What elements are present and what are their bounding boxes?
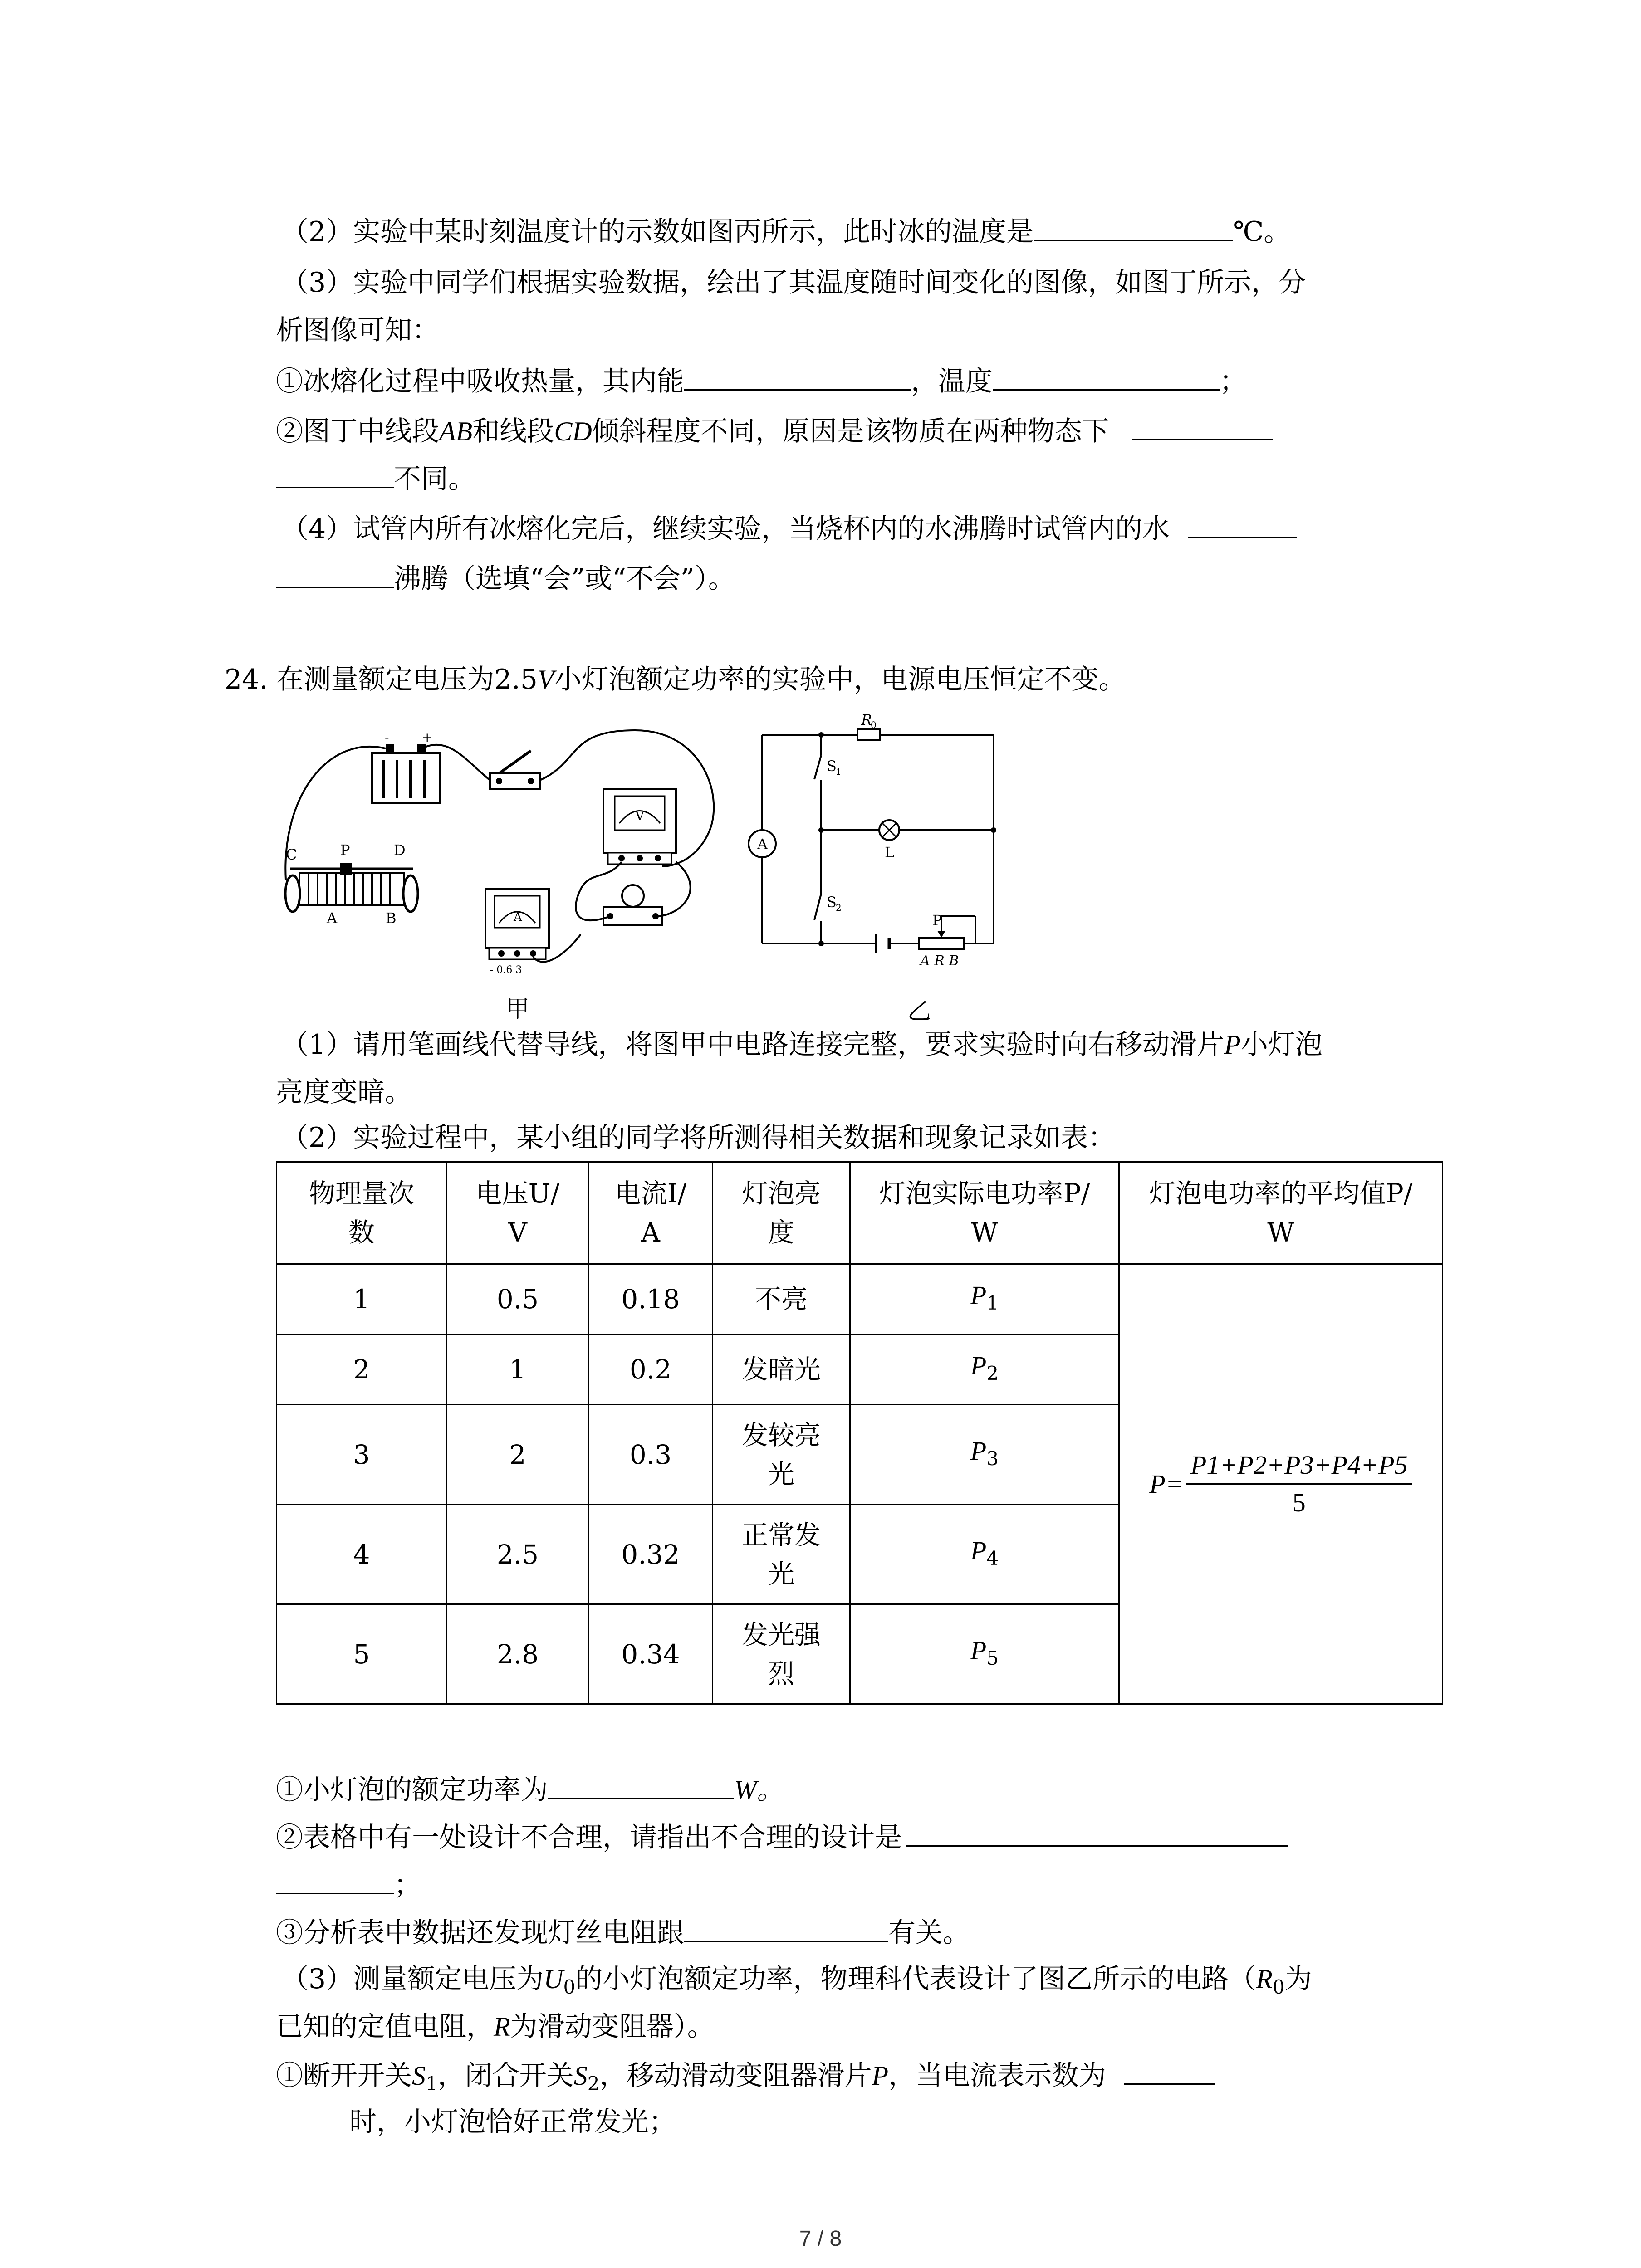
resistor-r0-icon: [857, 729, 880, 740]
ammeter-scale-label: - 0.6 3: [490, 964, 522, 976]
q24-part3-line1: （3）测量额定电压为$U_0$的小灯泡额定功率，物理科代表设计了图乙所示的电路（$R_0$为: [281, 1963, 1312, 1998]
circuit-figure-jia: [272, 717, 762, 1012]
average-power-cell: [1119, 1264, 1443, 1704]
table-cell: 发光强 烈: [713, 1604, 850, 1704]
answer-blank[interactable]: [276, 1867, 394, 1894]
table-header-cell: 灯泡电功率的平均值P/ W: [1119, 1162, 1443, 1264]
answer-blank[interactable]: [1188, 510, 1297, 538]
average-formula-lhs: P=: [1149, 1469, 1183, 1499]
answer-blank[interactable]: [906, 1819, 1288, 1847]
rheostat-terminal-c: C: [286, 846, 297, 863]
table-cell: $P_5$: [850, 1604, 1119, 1704]
average-formula-numerator: P1+P2+P3+P4+P5: [1186, 1447, 1412, 1485]
switch-s2-icon: [814, 894, 821, 920]
ammeter-icon: [485, 889, 549, 959]
table-cell: 发暗光: [713, 1334, 850, 1405]
answer-blank[interactable]: [684, 1914, 888, 1942]
table-cell: 2: [447, 1405, 589, 1505]
voltmeter-label: V: [635, 808, 645, 823]
answer-blank[interactable]: [276, 460, 394, 488]
battery-symbol-icon: [876, 934, 889, 953]
table-cell: $P_3$: [850, 1405, 1119, 1505]
q24-part3-step1-cont: 时，小灯泡恰好正常发光；: [349, 2106, 676, 2138]
lamp-symbol-label: L: [885, 844, 895, 861]
q23-part3-item2-cont: 不同。: [276, 460, 475, 496]
r0-subscript: 0: [871, 719, 877, 730]
rheostat-icon: [285, 863, 418, 912]
table-cell: 0.32: [589, 1505, 713, 1604]
q23-part4: （4）试管内所有冰熔化完后，继续实验，当烧杯内的水沸腾时试管内的水: [281, 510, 1297, 546]
table-cell: 2.8: [447, 1604, 589, 1704]
table-cell: $P_1$: [850, 1264, 1119, 1334]
rheostat-slider-p: P: [340, 841, 350, 859]
q24-answer1: ①小灯泡的额定功率为 W。: [276, 1771, 784, 1807]
answer-blank[interactable]: [548, 1771, 734, 1799]
table-header-cell: 物理量次 数: [277, 1162, 447, 1264]
table-cell: 0.5: [447, 1264, 589, 1334]
table-cell: 0.3: [589, 1405, 713, 1505]
switch-s1-icon: [814, 755, 821, 779]
rheostat-terminal-b: B: [386, 909, 397, 927]
q23-part3-item1: ①冰熔化过程中吸收热量，其内能 ，温度 ；: [276, 363, 1247, 399]
r0-label: R: [861, 711, 872, 728]
table-header-cell: 电流I/ A: [589, 1162, 713, 1264]
table-header-cell: 灯泡亮 度: [713, 1162, 850, 1264]
data-table: [276, 1161, 1443, 1705]
average-formula-denominator: 5: [1292, 1488, 1306, 1517]
rheostat-arb-label: A R B: [920, 953, 959, 969]
ammeter-symbol-label: A: [757, 836, 768, 853]
q24-part2: （2）实验过程中，某小组的同学将所测得相关数据和现象记录如表：: [281, 1122, 1116, 1154]
table-cell: 发较亮 光: [713, 1405, 850, 1505]
q24-stem: 24. 在测量额定电压为2.5V小灯泡额定功率的实验中，电源电压恒定不变。: [225, 664, 1126, 695]
s1-label: S: [827, 758, 837, 775]
table-cell: 0.34: [589, 1604, 713, 1704]
battery-minus-label: -: [385, 730, 389, 745]
switch-icon: [490, 751, 540, 789]
answer-blank[interactable]: [1124, 2057, 1215, 2085]
voltmeter-icon: [603, 789, 676, 864]
s1-subscript: 1: [836, 766, 842, 777]
q23-part4-cont: 沸腾（选填“会”或“不会”）。: [276, 560, 735, 596]
s2-label: S: [827, 894, 837, 911]
answer-blank[interactable]: [993, 363, 1220, 391]
q23-part2: （2）实验中某时刻温度计的示数如图丙所示，此时冰的温度是 ℃。: [281, 213, 1291, 249]
table-row: [277, 1264, 1443, 1334]
figure-caption-jia: 甲: [506, 996, 530, 1023]
answer-blank[interactable]: [684, 363, 911, 391]
table-header-cell: 灯泡实际电功率P/ W: [850, 1162, 1119, 1264]
q24-answer2-cont: ；: [276, 1867, 421, 1902]
table-cell: 正常发 光: [713, 1505, 850, 1604]
table-header-row: [277, 1162, 1443, 1264]
q24-answer2: ②表格中有一处设计不合理，请指出不合理的设计是: [276, 1819, 1288, 1855]
ammeter-label: A: [514, 910, 522, 924]
table-cell: $P_2$: [850, 1334, 1119, 1405]
lamp-icon: [603, 885, 662, 925]
q24-part3-line2: 已知的定值电阻，R为滑动变阻器）。: [276, 2011, 715, 2043]
battery-icon: [372, 744, 440, 803]
q24-part1-line1: （1）请用笔画线代替导线，将图甲中电路连接完整，要求实验时向右移动滑片P小灯泡: [281, 1029, 1323, 1061]
table-cell: 3: [277, 1405, 447, 1505]
page-number: 7 / 8: [799, 2227, 842, 2251]
table-cell: 2: [277, 1334, 447, 1405]
q24-answer3: ③分析表中数据还发现灯丝电阻跟 有关。: [276, 1914, 970, 1950]
q24-part1-line2: 亮度变暗。: [276, 1076, 412, 1108]
table-cell: 4: [277, 1505, 447, 1604]
lamp-symbol-icon: [879, 820, 899, 840]
answer-blank[interactable]: [276, 560, 394, 588]
table-cell: 2.5: [447, 1505, 589, 1604]
table-cell: 5: [277, 1604, 447, 1704]
q24-part3-step1: ①断开开关$S_1$，闭合开关$S_2$，移动滑动变阻器滑片P，当电流表示数为: [276, 2057, 1215, 2101]
table-cell: 1: [447, 1334, 589, 1405]
table-cell: 0.2: [589, 1334, 713, 1405]
table-cell: 不亮: [713, 1264, 850, 1334]
battery-plus-label: +: [422, 730, 433, 745]
s2-subscript: 2: [836, 902, 842, 913]
answer-blank[interactable]: [1132, 413, 1273, 440]
q23-part3-line2: 析图像可知：: [276, 314, 439, 346]
q23-part3-line1: （3）实验中同学们根据实验数据，绘出了其温度随时间变化的图像，如图丁所示，分: [281, 267, 1306, 298]
q23-part3-item2: ②图丁中线段AB和线段CD倾斜程度不同，原因是该物质在两种物态下: [276, 413, 1273, 449]
answer-blank[interactable]: [1034, 213, 1233, 241]
table-cell: 1: [277, 1264, 447, 1334]
slider-p-label: P: [932, 912, 942, 929]
rheostat-terminal-a: A: [327, 909, 338, 927]
table-cell: 0.18: [589, 1264, 713, 1334]
figure-caption-yi: 乙: [907, 998, 931, 1025]
table-header-cell: 电压U/ V: [447, 1162, 589, 1264]
rheostat-terminal-d: D: [394, 841, 406, 859]
circuit-figure-yi: [740, 708, 1021, 989]
table-cell: $P_4$: [850, 1505, 1119, 1604]
